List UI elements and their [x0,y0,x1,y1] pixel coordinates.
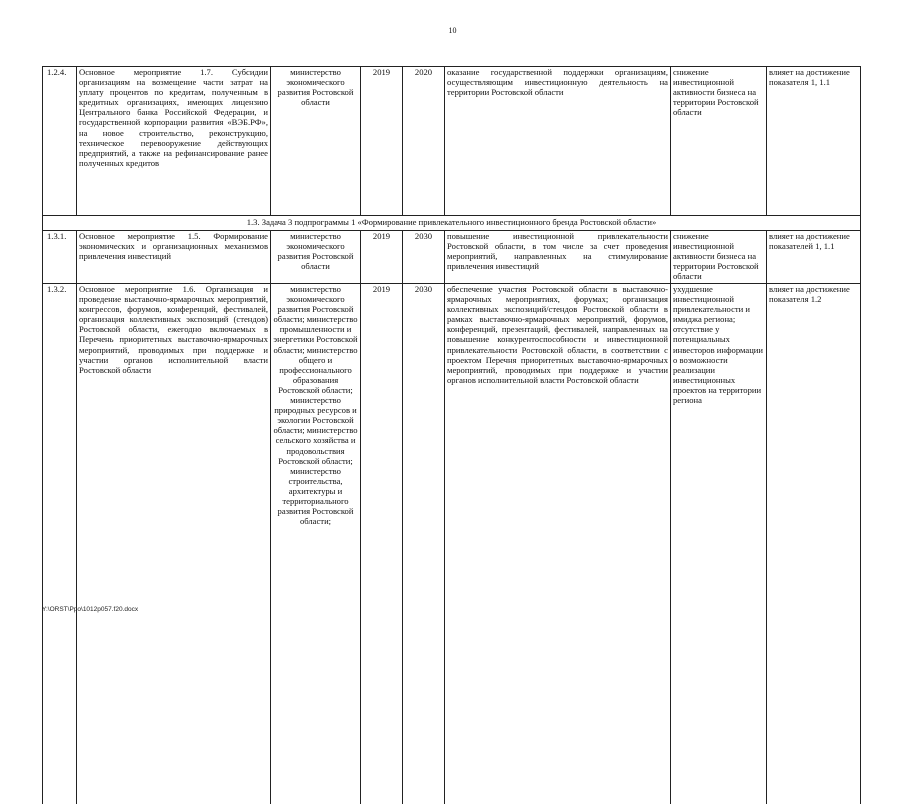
table-row [43,231,861,284]
measure-description: Основное мероприятие 1.5. Формирование экономических и организационных механизмов привлечения инвестиций [77,231,271,284]
row-number: 1.3.2. [43,284,77,804]
section-title: 1.3. Задача 3 подпрограммы 1 «Формирование привлекательного инвестиционного бренда Ростовской области» [43,216,861,231]
expected-result: обеспечение участия Ростовской области в выставочно-ярмарочных мероприятиях, форумах; организация коллективных экспозиций/стендов Ростовской области в рамках выставочно-ярмарочных мероприятий, форумов, конференций, презентаций, фестивалей, направленных на повышение конкурентоспособности и инвестиционной привлекательности Ростовской области, в соответствии с проектом Перечня приоритетных выставочно-ярмарочных мероприятий, проводимых при поддержке и участии органов исполнительной власти Ростовской области [445,284,671,804]
year-start: 2019 [361,284,403,804]
year-end: 2030 [403,231,445,284]
row-number: 1.3.1. [43,231,77,284]
non-implementation-consequence: снижение инвестиционной активности бизнеса на территории Ростовской области [671,231,767,284]
row-number: 1.2.4. [43,67,77,216]
executor: министерство экономического развития Ростовской области; министерство промышленности и энергетики Ростовской области; министерство общего и профессионального образования Ростовской области; министерство природных ресурсов и экологии Ростовской области; министерство сельского хозяйства и продовольствия Ростовской области; министерство строительства, архитектуры и территориального развития Ростовской области; [271,284,361,804]
year-end: 2020 [403,67,445,216]
section-row [43,216,861,231]
measure-description: Основное мероприятие 1.6. Организация и проведение выставочно-ярмарочных мероприятий, конгрессов, форумов, конференций, фестивалей, организация коллективных экспозиций (стендов) Ростовской области, ежегодно включаемых в Перечень приоритетных выставочно-ярмарочных мероприятий, проводимых при поддержке и участии органов исполнительной власти Ростовской области [77,284,271,804]
expected-result: оказание государственной поддержки организациям, осуществляющим инвестиционную деятельность на территории Ростовской области [445,67,671,216]
indicator-relation: влияет на достижение показателя 1.2 [767,284,861,804]
non-implementation-consequence: ухудшение инвестиционной привлекательности и имиджа региона; отсутствие у потенциальных инвесторов информации о возможности реализации инвестиционных проектов на территории региона [671,284,767,804]
table-row [43,67,861,216]
year-start: 2019 [361,231,403,284]
year-end: 2030 [403,284,445,804]
executor: министерство экономического развития Ростовской области [271,231,361,284]
file-path-footer: Y:\ORST\Ppo\1012p057.f20.docx [42,606,138,613]
year-start: 2019 [361,67,403,216]
executor: министерство экономического развития Ростовской области [271,67,361,216]
page-number: 10 [0,26,905,35]
measures-table [42,66,861,804]
indicator-relation: влияет на достижение показателей 1, 1.1 [767,231,861,284]
non-implementation-consequence: снижение инвестиционной активности бизнеса на территории Ростовской области [671,67,767,216]
table-row [43,284,861,804]
measure-description: Основное мероприятие 1.7. Субсидии организациям на возмещение части затрат на уплату процентов по кредитам, полученным в кредитных организациях, имеющих лицензию Центрального банка Российской Федерации, и государственной корпорации развития «ВЭБ.РФ», на новое строительство, реконструкцию, техническое перевооружение действующих предприятий, а также на рефинансирование ранее полученных кредитов [77,67,271,216]
indicator-relation: влияет на достижение показателя 1, 1.1 [767,67,861,216]
expected-result: повышение инвестиционной привлекательности Ростовской области, в том числе за счет проведения мероприятий, направленных на стимулирование привлечения инвестиций [445,231,671,284]
